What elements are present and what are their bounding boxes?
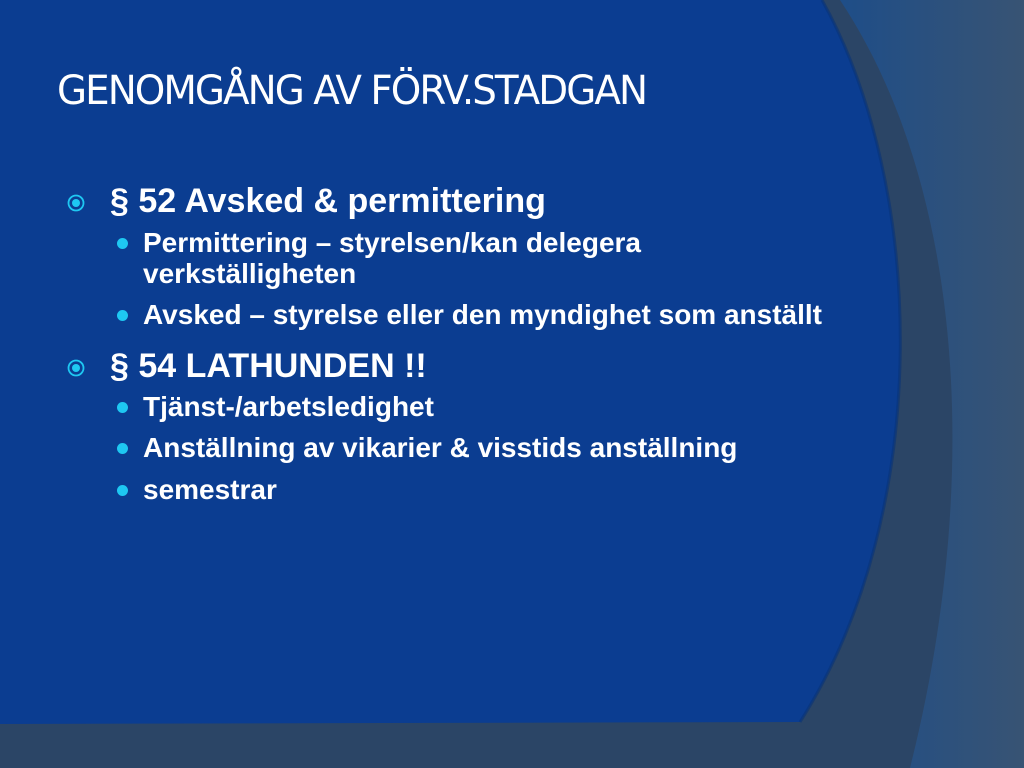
section-heading-text: § 52 Avsked & permittering <box>110 182 546 220</box>
dot-bullet-icon <box>117 443 128 454</box>
list-item-text: Permittering – styrelsen/kan delegera verkställigheten <box>143 226 641 289</box>
dot-bullet-icon <box>117 310 128 321</box>
dot-bullet-icon <box>117 238 128 249</box>
list-item <box>64 299 854 330</box>
section-heading-text: § 54 LATHUNDEN !! <box>110 346 427 385</box>
list-item-text: semestrar <box>143 473 277 505</box>
target-bullet-icon <box>67 359 85 377</box>
slide-title: GENOMGÅNG AV FÖRV.STADGAN <box>57 68 647 114</box>
list-item <box>64 474 854 505</box>
list-item-text: Avsked – styrelse eller den myndighet som anställt <box>143 299 822 331</box>
target-bullet-icon <box>67 194 85 212</box>
slide-content <box>64 180 854 519</box>
list-item <box>64 227 854 290</box>
section-heading-54 <box>64 345 854 388</box>
section-items-52 <box>64 227 854 331</box>
dot-bullet-icon <box>117 402 128 413</box>
list-item <box>64 432 854 463</box>
list-item <box>64 391 854 422</box>
list-item-text: Tjänst-/arbetsledighet <box>143 391 434 423</box>
dot-bullet-icon <box>117 485 128 496</box>
section-items-54 <box>64 391 854 505</box>
list-item-text: Anställning av vikarier & visstids anställning <box>143 432 738 464</box>
section-heading-52 <box>64 180 854 223</box>
